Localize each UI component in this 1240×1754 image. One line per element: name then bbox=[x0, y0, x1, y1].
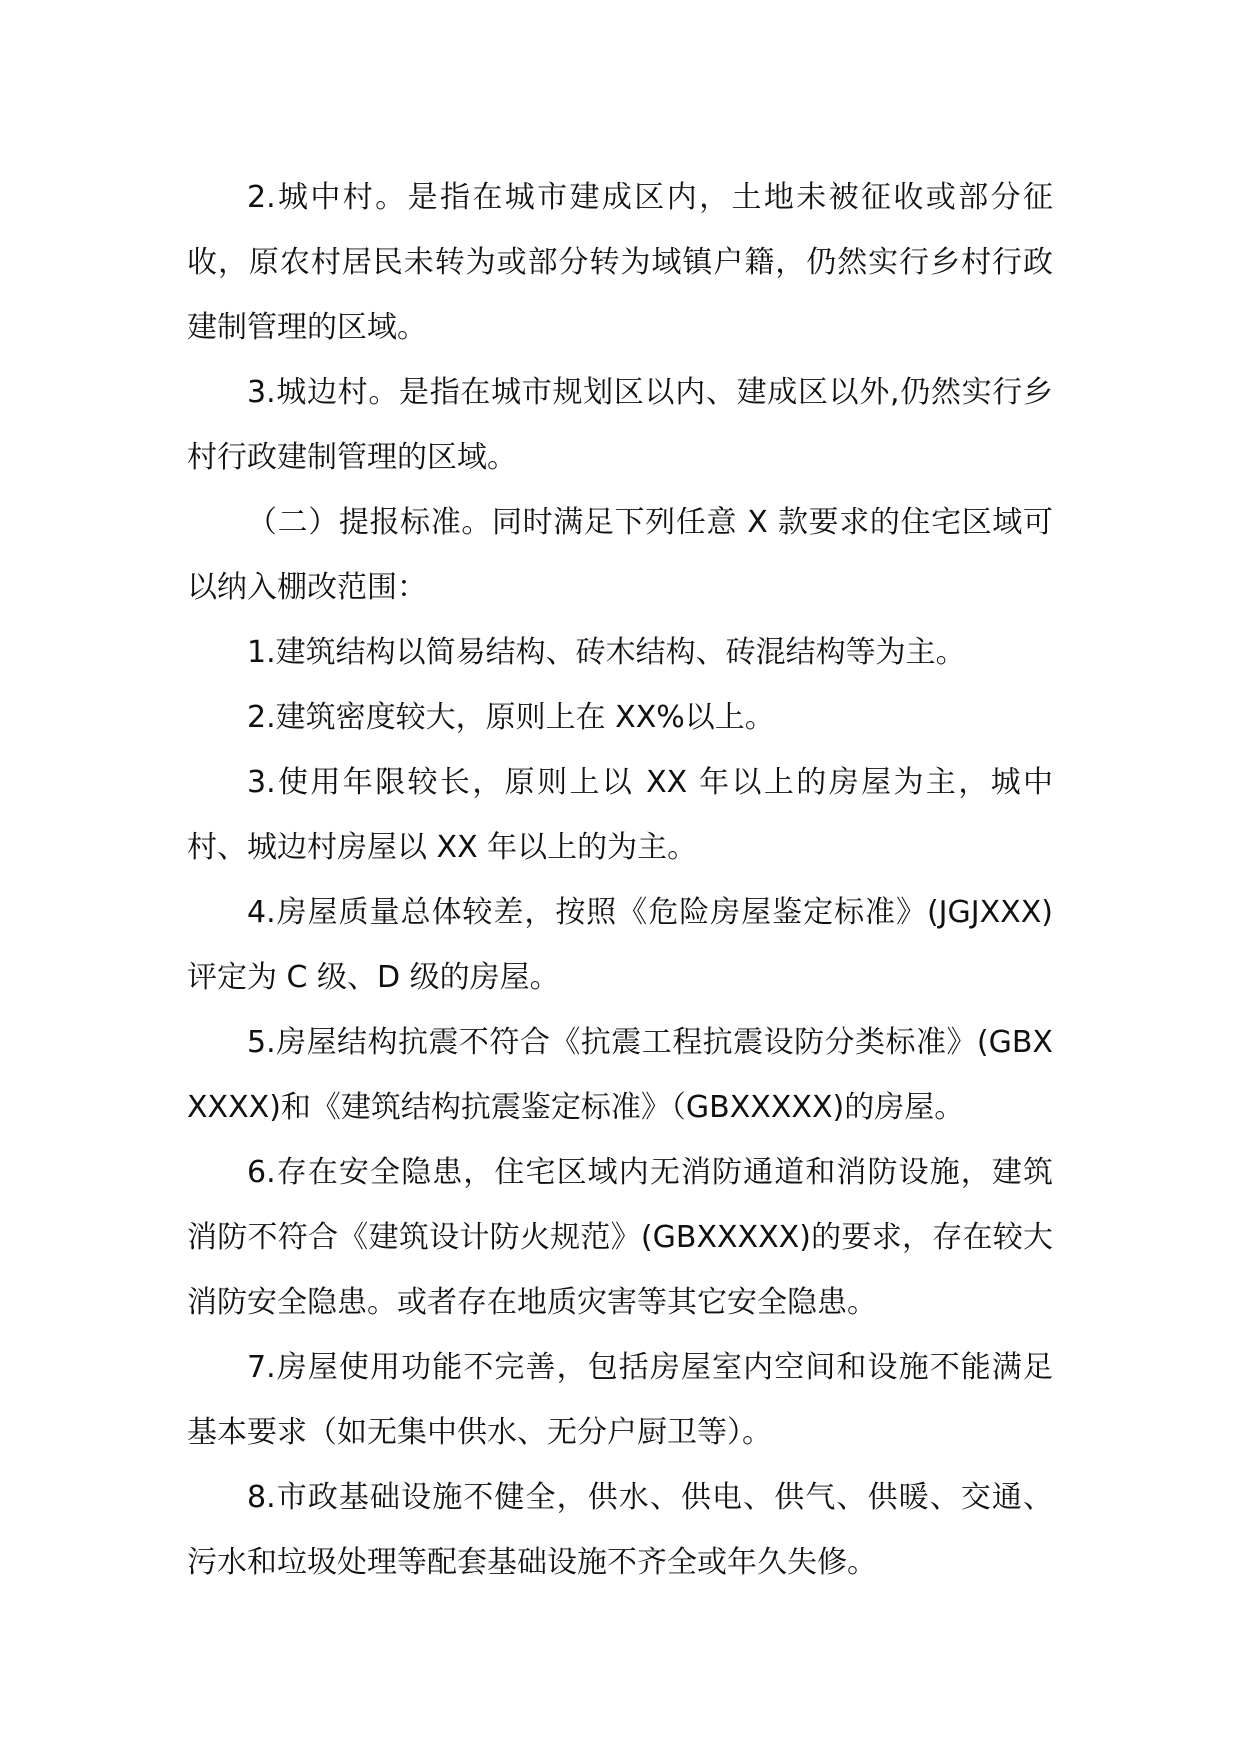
paragraph-criterion-4: 4.房屋质量总体较差，按照《危险房屋鉴定标准》(JGJXXX)评定为 C 级、D 级的房屋。 bbox=[187, 895, 1053, 995]
paragraph-criterion-3: 3.使用年限较长，原则上以 XX 年以上的房屋为主，城中村、城边村房屋以 XX 年以上的为主。 bbox=[187, 765, 1053, 865]
paragraph-section-reporting-standard: （二）提报标准。同时满足下列任意 X 款要求的住宅区域可以纳入棚改范围： bbox=[187, 505, 1053, 605]
paragraph-criterion-1: 1.建筑结构以简易结构、砖木结构、砖混结构等为主。 bbox=[247, 635, 966, 670]
paragraph-criterion-5: 5.房屋结构抗震不符合《抗震工程抗震设防分类标准》(GBXXXXX)和《建筑结构抗震鉴定标准》（GBXXXXX)的房屋。 bbox=[187, 1025, 1053, 1125]
paragraph-criterion-8: 8.市政基础设施不健全，供水、供电、供气、供暖、交通、污水和垃圾处理等配套基础设施不齐全或年久失修。 bbox=[187, 1480, 1053, 1580]
document-page bbox=[187, 165, 1053, 1595]
paragraph-criterion-7: 7.房屋使用功能不完善，包括房屋室内空间和设施不能满足基本要求（如无集中供水、无分户厨卫等）。 bbox=[187, 1350, 1053, 1450]
paragraph-criterion-6: 6.存在安全隐患，住宅区域内无消防通道和消防设施，建筑消防不符合《建筑设计防火规范》(GBXXXXX)的要求，存在较大消防安全隐患。或者存在地质灾害等其它安全隐患。 bbox=[187, 1155, 1053, 1320]
paragraph-chengbiancun: 3.城边村。是指在城市规划区以内、建成区以外,仍然实行乡村行政建制管理的区域。 bbox=[187, 375, 1053, 475]
paragraph-chengzhongcun: 2.城中村。是指在城市建成区内，土地未被征收或部分征收，原农村居民未转为或部分转为域镇户籍，仍然实行乡村行政建制管理的区域。 bbox=[187, 180, 1053, 345]
paragraph-criterion-2: 2.建筑密度较大，原则上在 XX%以上。 bbox=[247, 700, 775, 735]
